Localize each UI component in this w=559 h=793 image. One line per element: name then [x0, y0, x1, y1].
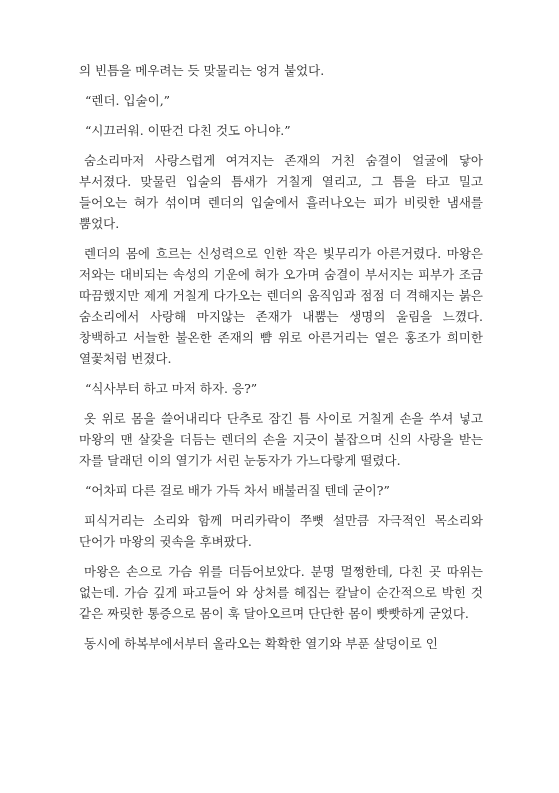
body-text [79, 60, 483, 663]
dialogue-line: “시끄러워. 이딴건 다친 것도 아니야.” [85, 123, 291, 138]
paragraph: 마왕은 손으로 가슴 위를 더듬어보았다. 분명 멀쩡한데, 다친 곳 따위는 없는데. 가슴 깊게 파고들어 와 상처를 헤집는 칼날이 순간적으로 박힌 것 같은 짜릿한 통증으로 몸이 훅 달아오르며 단단한 몸이 빳빳하게 굳었다. [79, 564, 483, 621]
paragraph: 렌더의 몸에 흐르는 신성력으로 인한 작은 빛무리가 아른거렸다. 마왕은 저와는 대비되는 속성의 기운에 혀가 오가며 숨결이 부서지는 피부가 조금 따끔했지만 제게 거칠게 다가오는 렌더의 움직임과 점점 더 격해지는 붉은 숨소리에서 사랑해 마지않는 존재가 내뿜는 생명의 울림을 느꼈다. 창백하고 서늘한 불온한 존재의 뺨 위로 아른거리는 옅은 홍조가 희미한 열꽃처럼 번졌다. [79, 246, 483, 366]
paragraph: 옷 위로 몸을 쓸어내리다 단추로 잠긴 틈 사이로 거칠게 손을 쑤셔 넣고 마왕의 맨 살갗을 더듬는 렌더의 손을 지긋이 붙잡으며 신의 사랑을 받는 자를 달래던 이의 열기가 서린 눈동자가 가느다랗게 떨렸다. [79, 411, 483, 468]
dialogue-line: “렌더. 입술이,” [85, 93, 171, 108]
dialogue-line: “식사부터 하고 마저 하자. 응?” [85, 381, 258, 396]
paragraph-continuation: 의 빈틈을 메우려는 듯 맞물리는 엉겨 붙었다. [79, 63, 325, 78]
paragraph: 동시에 하복부에서부터 올라오는 확확한 열기와 부푼 살덩이로 인 [84, 636, 438, 651]
dialogue-line: “어차피 다른 걸로 배가 가득 차서 배불러질 텐데 굳이?” [85, 483, 390, 498]
paragraph: 피식거리는 소리와 함께 머리카락이 쭈뼛 설만큼 자극적인 목소리와 단어가 마왕의 귓속을 후벼팠다. [79, 513, 483, 549]
paragraph: 숨소리마저 사랑스럽게 여겨지는 존재의 거친 숨결이 얼굴에 닿아 부서졌다. 맞물린 입술의 틈새가 거칠게 열리고, 그 틈을 타고 밀고 들어오는 혀가 섞이며 렌더의 입술에서 흘러나오는 피가 비릿한 냄새를 뿜었다. [79, 153, 483, 231]
